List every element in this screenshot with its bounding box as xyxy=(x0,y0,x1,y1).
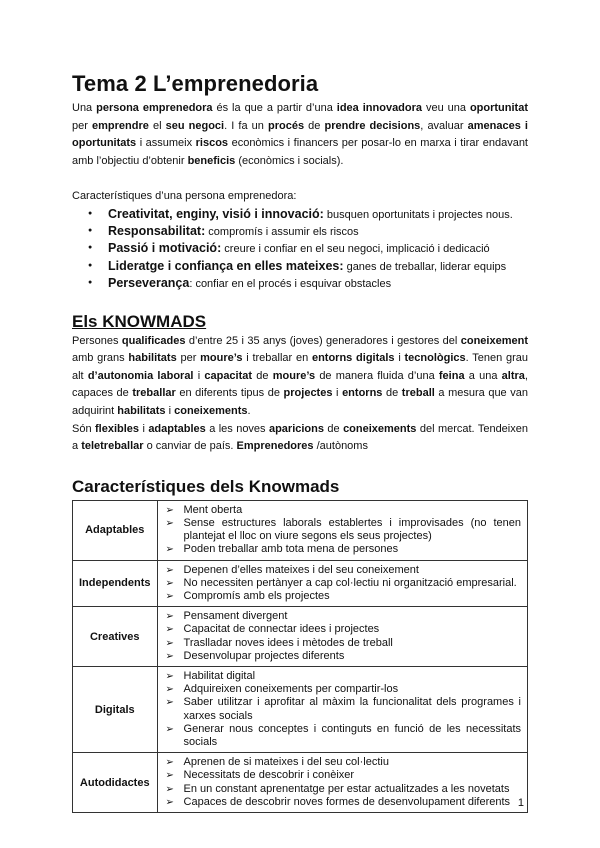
characteristic-item xyxy=(108,240,528,257)
list-item: ➢ Depenen d’elles mateixes i del seu coneixement xyxy=(184,564,521,577)
text-run: . xyxy=(247,404,251,417)
list-item: ➢ Pensament divergent xyxy=(184,610,521,623)
page-title: Tema 2 L’emprenedoria xyxy=(72,71,319,96)
text-run: i xyxy=(394,352,405,365)
text-run: econòmics i financers per posar-lo en marxa i tirar endavant amb l’objectiu d’obtenir xyxy=(72,137,528,167)
characteristic-description: compromís i assumir els riscos xyxy=(205,225,359,238)
text-run: i xyxy=(193,369,205,382)
bold-text: projectes xyxy=(283,387,333,400)
bold-text: seu negoci xyxy=(165,119,225,132)
text-run: Persones xyxy=(72,334,122,347)
bold-text: idea innovadora xyxy=(336,102,423,114)
text-run: de xyxy=(324,422,344,435)
row-item-list xyxy=(164,756,521,809)
text-run: amb grans xyxy=(72,352,129,365)
knowmads-paragraph-1 xyxy=(72,333,528,421)
list-item: ➢ En un constant aprenentatge per estar actualitzades a les novetats xyxy=(184,783,521,796)
characteristic-name: Creativitat, enginy, visió i innovació: xyxy=(108,206,324,221)
table-heading-text: Característiques dels Knowmads xyxy=(72,476,340,496)
bold-text: oportunitat xyxy=(469,102,528,114)
text-run: el xyxy=(148,119,166,132)
row-item-list xyxy=(164,670,521,749)
row-items xyxy=(157,607,527,667)
document-page xyxy=(72,70,528,813)
list-item: ➢ Aprenen de si mateixes i del seu col·lectiu xyxy=(184,756,521,769)
text-run: i xyxy=(165,404,175,417)
table-row xyxy=(73,500,528,560)
text-run: veu una xyxy=(422,102,470,114)
characteristic-name: Responsabilitat: xyxy=(108,223,206,238)
bold-text: habilitats xyxy=(128,352,177,365)
text-run: a mesura que van adquirint xyxy=(72,387,528,417)
list-item: ➢ Adquireixen coneixements per compartir-los xyxy=(184,683,521,696)
row-item-list xyxy=(164,610,521,663)
bold-text: capacitat xyxy=(204,369,253,382)
characteristic-name: Passió i motivació: xyxy=(108,241,222,256)
bold-text: d’autonomia laboral xyxy=(87,369,194,382)
text-run: a una xyxy=(464,369,502,382)
bold-text: adaptables xyxy=(148,422,206,435)
characteristic-description: busquen oportunitats i projectes nous. xyxy=(323,208,513,221)
bold-text: persona emprenedora xyxy=(96,102,213,114)
bold-text: coneixements xyxy=(174,404,248,417)
list-item: ➢ Compromís amb els projectes xyxy=(184,590,521,603)
table-row xyxy=(73,607,528,667)
bold-text: amenaces i oportunitats xyxy=(72,119,528,150)
bold-text: coneixements xyxy=(343,422,417,435)
characteristic-item xyxy=(108,223,528,240)
list-item: ➢ Ment oberta xyxy=(184,504,521,517)
bold-text: Emprenedores xyxy=(236,440,314,453)
bold-text: treballar xyxy=(132,387,176,400)
knowmads-heading: Els KNOWMADS xyxy=(72,311,207,331)
characteristic-description: : confiar en el procés i esquivar obstacles xyxy=(189,278,392,291)
text-run: Una xyxy=(72,102,97,114)
bold-text: teletreballar xyxy=(81,440,144,453)
intro-paragraph xyxy=(72,100,528,170)
bold-text: tecnològics xyxy=(404,352,466,365)
bold-text: emprendre xyxy=(92,119,149,132)
row-items xyxy=(157,666,527,752)
page-number: 1 xyxy=(517,797,524,809)
row-label: Digitals xyxy=(73,666,158,752)
bold-text: beneficis xyxy=(187,154,236,167)
text-run: de xyxy=(304,119,325,132)
bold-text: altra xyxy=(501,369,525,382)
list-item: ➢ Generar nous conceptes i continguts en funció de les necessitats socials xyxy=(184,723,521,749)
bold-text: qualificades xyxy=(121,334,186,347)
list-item: ➢ Capaces de descobrir noves formes de desenvolupament diferents xyxy=(184,796,521,809)
text-run: del mercat. Tendeixen a xyxy=(72,422,528,453)
table-row xyxy=(73,666,528,752)
table-row xyxy=(73,753,528,813)
table-row xyxy=(73,560,528,607)
characteristic-description: ganes de treballar, liderar equips xyxy=(343,260,507,273)
text-run: és la que a partir d’una xyxy=(212,102,337,114)
bold-text: prendre decisions xyxy=(324,119,421,132)
characteristic-name: Perseverança xyxy=(108,276,190,291)
text-run: , capaces de xyxy=(72,369,528,400)
bold-text: treball xyxy=(401,387,435,400)
bold-text: coneixement xyxy=(460,334,528,347)
text-run: de xyxy=(252,369,273,382)
row-item-list xyxy=(164,564,521,604)
knowmads-paragraph-2 xyxy=(72,421,528,456)
characteristic-item xyxy=(108,275,528,292)
list-item: ➢ Sense estructures laborals establertes i improvisades (no tenen plantejat el lloc on viure segons els seus projectes) xyxy=(184,517,521,543)
list-item: ➢ No necessiten pertànyer a cap col·lectiu ni organització empresarial. xyxy=(184,577,521,590)
list-item: ➢ Habilitat digital xyxy=(184,670,521,683)
characteristic-item xyxy=(108,206,528,223)
text-run: i treballar en xyxy=(242,352,312,365)
characteristic-description: creure i confiar en el seu negoci, implicació i dedicació xyxy=(221,243,490,256)
row-item-list xyxy=(164,504,521,557)
text-run: a les noves xyxy=(205,422,269,435)
list-item: ➢ Traslladar noves idees i mètodes de treball xyxy=(184,637,521,650)
text-run: per xyxy=(176,352,201,365)
list-item: ➢ Saber utilitzar i aprofitar al màxim la funcionalitat dels programes i xarxes socials xyxy=(184,696,521,722)
bold-text: entorns xyxy=(342,387,383,400)
row-label: Independents xyxy=(73,560,158,607)
text-run: per xyxy=(72,119,92,132)
characteristic-name: Lideratge i confiança en elles mateixes: xyxy=(108,258,344,273)
text-run: . I fa un xyxy=(224,119,268,132)
bold-text: entorns digitals xyxy=(311,352,395,365)
text-run: en diferents tipus de xyxy=(175,387,284,400)
text-run: o canviar de país. xyxy=(143,440,237,453)
bold-text: moure’s xyxy=(272,369,316,382)
text-run: Són xyxy=(72,422,95,435)
knowmads-table xyxy=(72,500,528,813)
text-run: . Tenen grau alt xyxy=(72,352,528,382)
bold-text: feina xyxy=(438,369,465,382)
text-run: i xyxy=(139,422,149,435)
text-run: de manera fluida d’una xyxy=(315,369,439,382)
list-item: ➢ Necessitats de descobrir i conèixer xyxy=(184,769,521,782)
row-items xyxy=(157,560,527,607)
text-run: i assumeix xyxy=(136,137,196,150)
list-item: ➢ Desenvolupar projectes diferents xyxy=(184,650,521,663)
text-run: d’entre 25 i 35 anys (joves) generadores i gestores del xyxy=(185,334,461,347)
text-run: de xyxy=(382,387,402,400)
text-run: , avaluar xyxy=(420,119,468,132)
row-items xyxy=(157,500,527,560)
row-label: Adaptables xyxy=(73,500,158,560)
bold-text: moure’s xyxy=(200,352,243,365)
characteristics-intro: Característiques d’una persona emprenedora: xyxy=(72,189,297,202)
table-heading xyxy=(72,476,528,498)
row-label: Creatives xyxy=(73,607,158,667)
row-label: Autodidactes xyxy=(73,753,158,813)
row-items xyxy=(157,753,527,813)
text-run: /autònoms xyxy=(313,440,368,453)
list-item: ➢ Poden treballar amb tota mena de persones xyxy=(184,543,521,556)
text-run: i xyxy=(332,387,343,400)
bold-text: procés xyxy=(268,119,305,132)
bold-text: riscos xyxy=(195,137,229,150)
characteristic-item xyxy=(108,258,528,275)
text-run: (econòmics i socials). xyxy=(235,154,344,167)
bold-text: aparicions xyxy=(268,422,324,435)
characteristics-list xyxy=(72,206,528,293)
list-item: ➢ Capacitat de connectar idees i projectes xyxy=(184,623,521,636)
bold-text: flexibles xyxy=(95,422,140,435)
bold-text: habilitats xyxy=(117,404,166,417)
